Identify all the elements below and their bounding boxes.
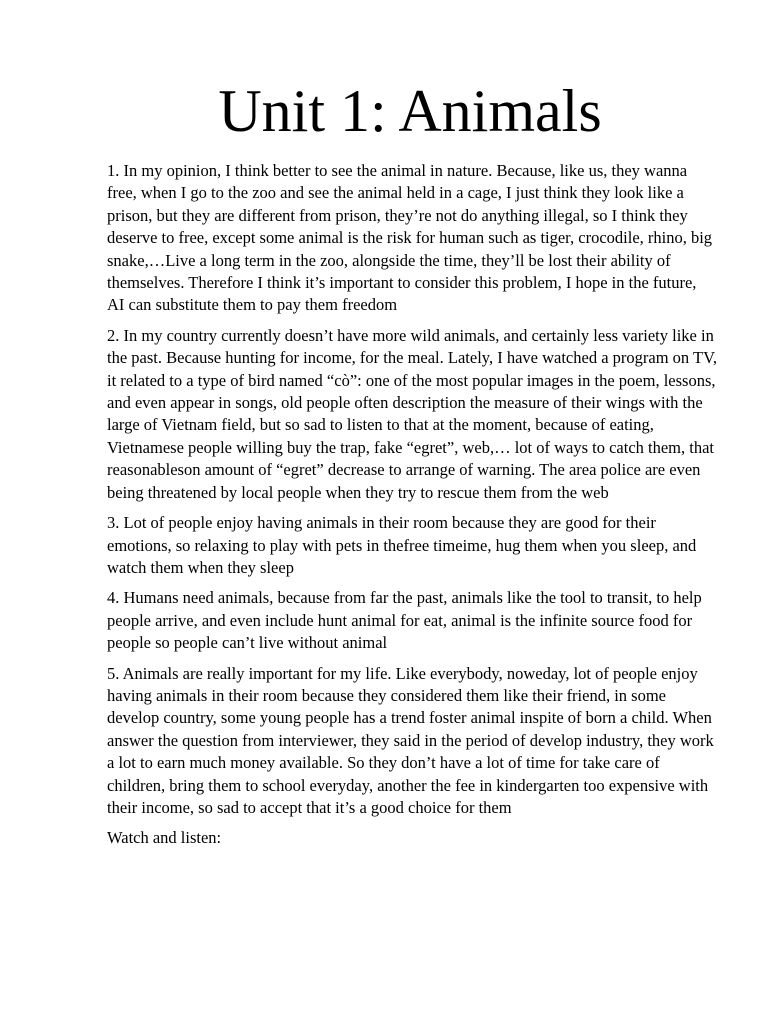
paragraph-2: 2. In my country currently doesn’t have more wild animals, and certainly less variety like in the past. Because hunting for income, for the meal. Lately, I have watched a program on TV, it related to a type of bird named “cò”: one of the most popular images in the poem, lessons, and even appear in songs, old people often description the measure of their wings with the large of Vietnam field, but so sad to listen to that at the moment, because of eating, Vietnamese people willing buy the trap, fake “egret”, web,… lot of ways to catch them, that reasonableson amount of “egret” decrease to arrange of warning. The area police are even being threatened by local people when they try to rescue them from the web <box>107 325 717 502</box>
paragraph-1: 1. In my opinion, I think better to see the animal in nature. Because, like us, they wanna free, when I go to the zoo and see the animal held in a cage, I just think they look like a prison, but they are different from prison, they’re not do anything illegal, so I think they deserve to free, except some animal is the risk for human such as tiger, crocodile, rhino, big snake,…Live a long term in the zoo, alongside the time, they’ll be lost their ability of themselves. Therefore I think it’s important to consider this problem, I hope in the future, AI can substitute them to pay them freedom <box>107 161 713 315</box>
watch-and-listen-label: Watch and listen: <box>107 828 222 848</box>
page-title: Unit 1: Animals <box>218 78 602 144</box>
document-body <box>107 160 717 858</box>
paragraph-3: 3. Lot of people enjoy having animals in their room because they are good for their emotions, so relaxing to play with pets in thefree timeime, hug them when you sleep, and watch them when they sleep <box>107 513 697 577</box>
paragraph-5: 5. Animals are really important for my life. Like everybody, noweday, lot of people enjoy having animals in their room because they considered them like their friend, in some develop country, some young people has a trend foster animal inspite of born a child. When answer the question from interviewer, they said in the period of develop industry, they work a lot to earn much money available. So they don’t have a lot of time for take care of children, bring them to school everyday, another the fee in kindergarten too expensive with their income, so sad to accept that it’s a good choice for them <box>107 663 714 817</box>
paragraph-4: 4. Humans need animals, because from far the past, animals like the tool to transit, to help people arrive, and even include hunt animal for eat, animal is the infinite source food for people so people can’t live without animal <box>107 588 702 653</box>
